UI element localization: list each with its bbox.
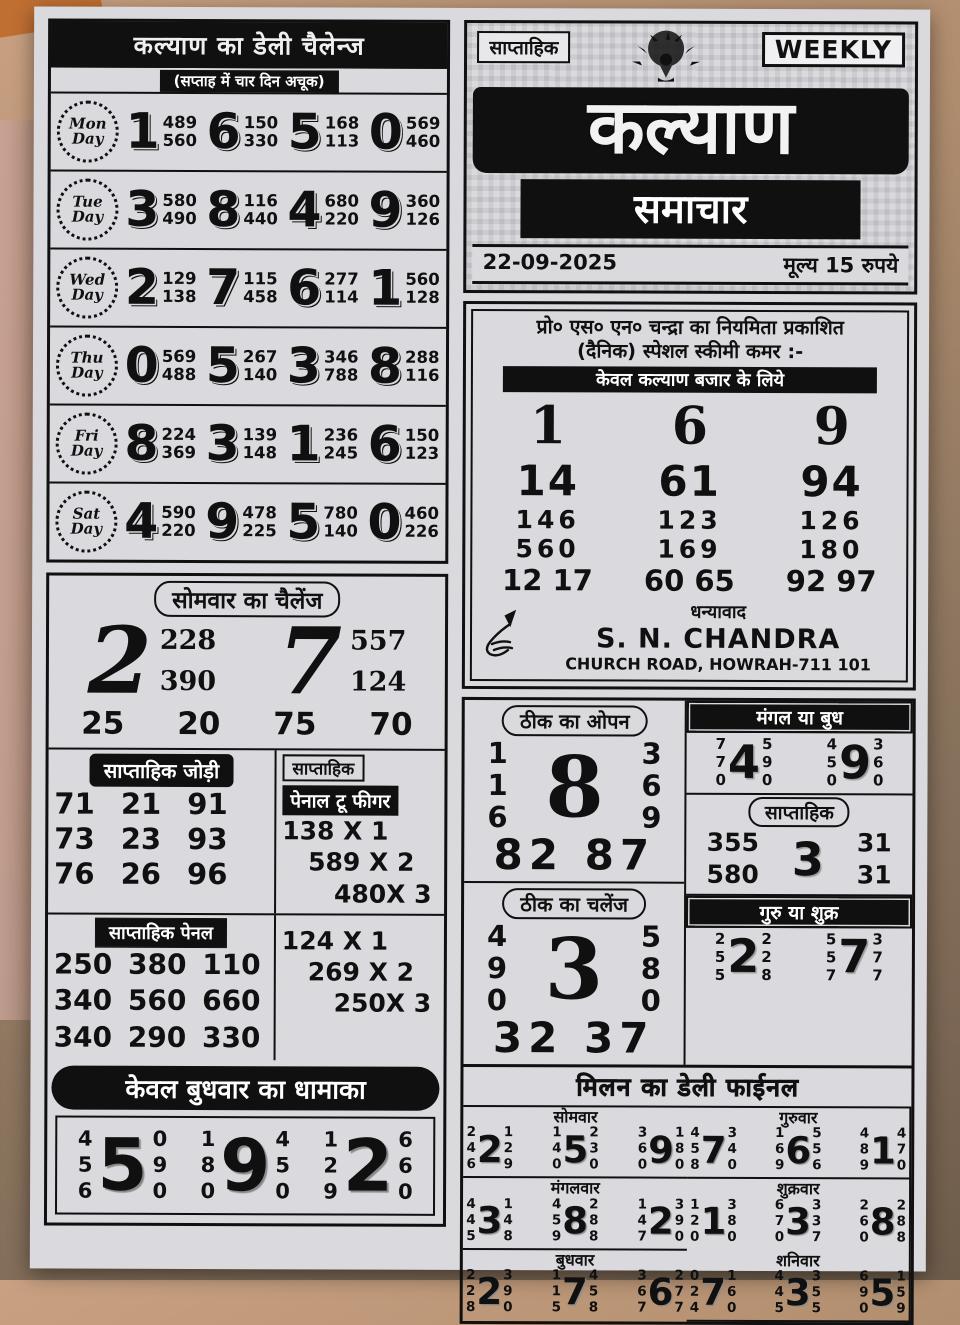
right-stack: 2 8 8 bbox=[588, 1196, 599, 1244]
thik-open-panel bbox=[464, 700, 684, 883]
midweek-column bbox=[685, 701, 912, 1065]
panel-two-figure-title: पेनाल टू फीगर bbox=[282, 785, 398, 815]
big-digit: 8 bbox=[367, 337, 403, 395]
digit-group bbox=[715, 930, 772, 984]
digit-group bbox=[202, 492, 279, 551]
daily-rows bbox=[49, 91, 447, 560]
big-digit: 4 bbox=[124, 492, 159, 550]
big-digit: 2 bbox=[476, 1270, 503, 1314]
digit-group bbox=[638, 1126, 685, 1174]
side-numbers: 236 245 bbox=[323, 424, 359, 463]
side-numbers: 168 113 bbox=[324, 112, 360, 151]
digit-group bbox=[77, 1122, 168, 1207]
day-seal: Tue Day bbox=[56, 179, 118, 241]
weekly-mid-panel bbox=[686, 795, 912, 896]
digit-group bbox=[365, 259, 442, 317]
right-stack: 3 6 0 bbox=[872, 735, 884, 790]
big-digit: 7 bbox=[277, 607, 343, 716]
left-stack: 2 4 6 bbox=[466, 1124, 477, 1173]
digit-group bbox=[122, 414, 199, 472]
panel-two-figure-rows: 138 X 1 589 X 2 480X 3 bbox=[282, 816, 432, 909]
right-stack: 3 5 5 bbox=[811, 1268, 822, 1317]
digit-group bbox=[204, 102, 281, 161]
side-numbers: 569 488 bbox=[161, 346, 197, 385]
weekly-mid-body bbox=[690, 827, 908, 890]
digit-group bbox=[826, 930, 883, 984]
digit-group bbox=[715, 735, 772, 789]
digit-group bbox=[203, 336, 280, 395]
right-stack: 2 8 8 bbox=[896, 1197, 907, 1246]
publisher-name: S. N. CHANDRA bbox=[595, 623, 841, 656]
side-numbers: 288 116 bbox=[404, 347, 440, 385]
big-digit: 8 bbox=[206, 180, 241, 239]
big-digit: 3 bbox=[125, 180, 160, 238]
right-stack: 5 9 0 bbox=[761, 735, 773, 790]
big-digit: 3 bbox=[286, 337, 322, 395]
left-stack: 3 6 0 bbox=[637, 1124, 648, 1173]
monday-challenge-title: सोमवार का चैलेंज bbox=[154, 581, 340, 618]
digit-group bbox=[466, 1268, 513, 1316]
milan-day-groups bbox=[690, 1197, 906, 1246]
right-stack: 6 6 0 bbox=[397, 1127, 413, 1205]
milan-day-cell bbox=[463, 1107, 687, 1179]
big-digit: 9 bbox=[220, 1122, 271, 1208]
panel-two-figure bbox=[274, 750, 445, 913]
digit-group bbox=[122, 180, 199, 238]
left-stack: 3 6 7 bbox=[637, 1267, 647, 1316]
digit-group bbox=[637, 1197, 684, 1245]
digit-group bbox=[203, 180, 280, 239]
big-digit: 2 bbox=[647, 1199, 674, 1243]
digit-group bbox=[859, 1269, 906, 1317]
left-stack: 4 5 0 bbox=[826, 735, 838, 790]
milan-day-groups bbox=[466, 1125, 684, 1174]
left-stack: 2 5 5 bbox=[714, 929, 726, 984]
weekly-hindi-badge: साप्ताहिक bbox=[477, 31, 570, 63]
thanks-text: धन्यावाद bbox=[690, 602, 747, 624]
thik-column bbox=[464, 700, 687, 1064]
milan-day-name: मंगलवार bbox=[550, 1178, 600, 1198]
big-digit: 3 bbox=[544, 919, 604, 1019]
milan-banner: मिलन का डेली फाईनल bbox=[464, 1064, 912, 1109]
right-stack: 5 5 6 bbox=[812, 1125, 822, 1174]
big-digit: 5 bbox=[562, 1127, 589, 1171]
weekly-mid-title: साप्ताहिक bbox=[749, 797, 850, 827]
milan-day-cell bbox=[687, 1108, 911, 1180]
scheme-row5: 12 17 60 65 92 97 bbox=[501, 563, 877, 599]
left-stack: 4 5 9 bbox=[551, 1195, 562, 1244]
left-stack: 1 2 0 bbox=[690, 1196, 700, 1245]
side-numbers: 224 369 bbox=[161, 424, 197, 463]
big-digit: 6 bbox=[785, 1128, 812, 1172]
big-digit: 8 bbox=[545, 736, 604, 837]
big-digit: 4 bbox=[287, 181, 322, 239]
day-seal: Wed Day bbox=[56, 257, 118, 319]
masthead-title: कल्याण bbox=[473, 87, 909, 174]
side-numbers: 150 330 bbox=[243, 112, 279, 151]
thik-open-title: ठीक का ओपन bbox=[502, 706, 648, 738]
left-stack: 4 4 5 bbox=[774, 1268, 785, 1317]
digit-group bbox=[365, 415, 442, 473]
side-numbers: 460 226 bbox=[404, 503, 440, 541]
day-seal: Mon Day bbox=[57, 101, 119, 163]
day-seal: Thu Day bbox=[56, 335, 118, 397]
left-stack: 2 6 0 bbox=[859, 1197, 869, 1245]
digit-group bbox=[123, 102, 200, 160]
right-stack: 1 4 8 bbox=[503, 1195, 513, 1244]
side-numbers: 489 560 bbox=[162, 112, 198, 151]
side-numbers: 346 788 bbox=[323, 346, 359, 385]
digit-group bbox=[690, 1197, 737, 1245]
guru-shukra-groups bbox=[686, 928, 912, 989]
digit-group bbox=[552, 1268, 599, 1316]
digit-group bbox=[277, 607, 407, 716]
milan-day-name: शनिवार bbox=[776, 1250, 820, 1270]
digit-group bbox=[859, 1198, 906, 1246]
digit-group bbox=[121, 492, 198, 550]
big-digit: 7 bbox=[700, 1128, 727, 1172]
publisher-block bbox=[534, 600, 902, 675]
digit-group bbox=[860, 1127, 907, 1175]
scheme-row4: 560 169 180 bbox=[515, 534, 864, 565]
left-stack: 6 7 0 bbox=[774, 1196, 785, 1245]
big-digit: 2 bbox=[124, 258, 160, 316]
scheme-row3: 146 123 126 bbox=[515, 505, 864, 536]
milan-day-groups bbox=[466, 1197, 684, 1246]
right-stack: 3 9 0 bbox=[503, 1267, 513, 1316]
digit-group bbox=[690, 1126, 737, 1174]
monday-challenge-section bbox=[44, 572, 449, 1226]
side-numbers: 150 123 bbox=[404, 425, 440, 463]
big-digit: 1 bbox=[700, 1199, 727, 1243]
wednesday-blast-banner: केवल बुधवार का धामाका bbox=[51, 1065, 439, 1110]
digit-group bbox=[365, 493, 442, 551]
side-numbers: 277 114 bbox=[324, 268, 359, 307]
left-stack: 0 2 4 bbox=[689, 1267, 700, 1316]
big-digit: 0 bbox=[367, 493, 402, 551]
left-stack: 2 2 8 bbox=[465, 1267, 476, 1315]
wednesday-blast-box bbox=[55, 1115, 436, 1215]
digit-group bbox=[284, 337, 361, 395]
side-numbers: 115 458 bbox=[243, 268, 278, 307]
digit-group bbox=[203, 414, 280, 473]
digit-group bbox=[284, 415, 361, 473]
big-digit: 2 bbox=[87, 607, 152, 716]
big-digit: 0 bbox=[124, 336, 159, 394]
big-digit: 3 bbox=[476, 1198, 503, 1243]
side-numbers: 267 140 bbox=[242, 346, 278, 385]
thik-open-pair: 82 87 bbox=[493, 830, 656, 880]
digit-group bbox=[285, 103, 362, 161]
left-stack: 355 580 bbox=[706, 828, 759, 889]
digit-group bbox=[323, 1123, 413, 1208]
side-numbers: 557 124 bbox=[349, 625, 407, 698]
digit-group bbox=[203, 258, 280, 317]
guru-shukra-title: गुरु या शुक्र bbox=[686, 896, 912, 929]
weekly-english-badge: WEEKLY bbox=[762, 32, 905, 67]
weekly-jodi-header bbox=[54, 754, 268, 788]
left-stack: 1 8 0 bbox=[200, 1126, 216, 1204]
newspaper-page bbox=[30, 6, 930, 1317]
price-label: मूल्य 15 रुपये bbox=[783, 252, 899, 278]
scheme-signature bbox=[476, 599, 902, 674]
digit-group bbox=[366, 181, 443, 239]
weekly-jodi-rows: 71 21 91 73 23 93 76 26 96 bbox=[54, 786, 228, 891]
day-row bbox=[49, 481, 446, 560]
big-digit: 1 bbox=[125, 102, 160, 160]
big-digit: 6 bbox=[647, 1270, 674, 1315]
big-digit: 5 bbox=[205, 336, 240, 395]
left-stack: 1 2 9 bbox=[323, 1127, 339, 1204]
thik-challenge-header bbox=[468, 886, 680, 922]
milan-day-cell bbox=[463, 1249, 687, 1321]
mangal-budh-groups bbox=[686, 733, 912, 796]
day-row bbox=[50, 247, 447, 326]
day-row bbox=[50, 403, 447, 482]
left-stack: 7 7 0 bbox=[715, 735, 727, 790]
big-digit: 1 bbox=[869, 1128, 896, 1173]
digit-group bbox=[284, 259, 361, 317]
left-stack: 4 9 0 bbox=[486, 919, 508, 1017]
side-numbers: 569 460 bbox=[405, 113, 441, 151]
side-numbers: 680 220 bbox=[324, 190, 360, 229]
digit-group bbox=[283, 493, 360, 551]
weekly-jodi-panel bbox=[48, 749, 274, 913]
milan-day-name: गुरुवार bbox=[779, 1107, 818, 1127]
big-digit: 7 bbox=[838, 929, 871, 984]
side-numbers: 360 126 bbox=[405, 191, 441, 229]
side-numbers: 560 128 bbox=[405, 269, 440, 307]
digit-group bbox=[775, 1126, 822, 1174]
big-digit: 7 bbox=[562, 1270, 588, 1314]
digit-group bbox=[285, 181, 362, 239]
weekly-panel-figures bbox=[273, 915, 444, 1061]
digit-group bbox=[637, 1269, 684, 1317]
big-digit: 9 bbox=[368, 181, 403, 239]
writing-hand-icon bbox=[476, 610, 534, 662]
right-stack: 3 6 9 bbox=[641, 737, 662, 835]
right-stack: 3 8 0 bbox=[727, 1196, 737, 1245]
big-digit: 0 bbox=[368, 103, 403, 161]
side-numbers: 590 220 bbox=[161, 502, 196, 541]
big-digit: 5 bbox=[287, 103, 322, 161]
digit-group bbox=[200, 1122, 291, 1208]
big-digit: 2 bbox=[476, 1127, 503, 1171]
thik-challenge-panel bbox=[464, 883, 684, 1064]
scheme-subheading: केवल कल्याण बजार के लिये bbox=[503, 367, 878, 394]
milan-day-name: बुधवार bbox=[555, 1249, 595, 1269]
right-stack: 31 31 bbox=[856, 828, 892, 890]
scheme-section bbox=[462, 301, 917, 691]
weekly-jodi-figure-grid bbox=[48, 747, 445, 913]
big-digit: 1 bbox=[368, 259, 403, 317]
side-numbers: 116 440 bbox=[243, 190, 278, 229]
digit-group bbox=[365, 337, 442, 395]
right-stack: 1 8 0 bbox=[674, 1125, 685, 1173]
scheme-inner bbox=[470, 309, 909, 683]
digit-group bbox=[366, 103, 443, 161]
scheme-row2: 14 61 94 bbox=[516, 456, 863, 507]
weekly-panel-title: साप्ताहिक पेनल bbox=[96, 918, 226, 946]
left-stack: 6 9 0 bbox=[859, 1268, 869, 1317]
issue-date: 22-09-2025 bbox=[482, 249, 617, 275]
daily-challenge-section bbox=[46, 18, 450, 563]
right-stack: 1 2 9 bbox=[503, 1124, 514, 1173]
milan-day-groups bbox=[690, 1269, 906, 1318]
right-stack: 2 2 8 bbox=[761, 929, 772, 984]
day-seal: Fri Day bbox=[56, 413, 118, 475]
milan-day-cell bbox=[463, 1178, 687, 1250]
thik-open-header bbox=[469, 703, 681, 739]
masthead bbox=[464, 20, 919, 294]
digit-group bbox=[826, 736, 883, 790]
scheme-heading: प्रो० एस० एन० चन्द्रा का नियमिता प्रकाशित (दैनिक) स्पेशल स्कीमी कमर :- bbox=[536, 314, 844, 364]
day-seal: Sat Day bbox=[55, 491, 117, 553]
right-stack: 1 5 9 bbox=[896, 1268, 906, 1317]
big-digit: 8 bbox=[562, 1199, 589, 1243]
big-digit: 9 bbox=[648, 1128, 675, 1172]
monday-digits bbox=[49, 607, 446, 716]
right-stack: 4 5 8 bbox=[588, 1267, 599, 1316]
thik-challenge-title: ठीक का चलेंज bbox=[502, 888, 646, 920]
big-digit: 9 bbox=[838, 734, 872, 790]
monday-bottom-row: 25 20 75 70 bbox=[81, 705, 413, 743]
left-stack: 1 4 0 bbox=[552, 1124, 562, 1173]
side-numbers: 478 225 bbox=[242, 502, 277, 541]
digit-group bbox=[122, 336, 199, 394]
digit-group bbox=[775, 1198, 822, 1246]
side-numbers: 129 138 bbox=[162, 268, 197, 307]
thik-challenge-body bbox=[468, 921, 680, 1017]
right-stack: 0 9 0 bbox=[152, 1126, 168, 1204]
big-digit: 5 bbox=[286, 493, 321, 551]
big-digit: 5 bbox=[869, 1271, 896, 1315]
weekly-jodi-title: साप्ताहिक जोड़ी bbox=[90, 754, 234, 788]
big-digit: 3 bbox=[205, 414, 240, 473]
big-digit: 8 bbox=[124, 414, 159, 472]
side-numbers: 228 390 bbox=[159, 624, 217, 697]
thik-challenge-pair: 32 37 bbox=[492, 1012, 655, 1063]
right-stack: 3 4 0 bbox=[727, 1125, 738, 1174]
side-numbers: 139 148 bbox=[242, 424, 278, 463]
big-digit: 8 bbox=[869, 1200, 896, 1244]
side-numbers: 580 490 bbox=[162, 190, 197, 229]
right-stack: 5 8 0 bbox=[640, 919, 662, 1018]
big-digit: 3 bbox=[791, 831, 824, 886]
milan-day-name: शुक्रवार bbox=[776, 1179, 820, 1199]
left-stack: 4 8 9 bbox=[859, 1125, 870, 1174]
milan-day-cell bbox=[687, 1179, 911, 1251]
right-stack: 3 3 7 bbox=[811, 1196, 822, 1245]
weekly-tag: साप्ताहिक bbox=[282, 754, 364, 781]
digit-group bbox=[774, 1269, 821, 1317]
masthead-top bbox=[473, 29, 909, 87]
big-digit: 1 bbox=[286, 415, 321, 473]
big-digit: 7 bbox=[205, 258, 241, 317]
weekly-panel-rows: 250 380 110 340 560 660 340 290 330 bbox=[53, 947, 261, 1054]
left-stack: 4 4 5 bbox=[466, 1195, 476, 1244]
right-stack: 2 3 0 bbox=[589, 1124, 599, 1173]
milan-day-grid bbox=[463, 1107, 911, 1323]
digit-group bbox=[552, 1126, 599, 1174]
big-digit: 6 bbox=[206, 102, 241, 161]
milan-day-groups bbox=[690, 1126, 906, 1175]
weekly-panel-figure-rows: 124 X 1 269 X 2 250X 3 bbox=[281, 926, 432, 1019]
left-stack: 5 5 7 bbox=[825, 930, 837, 985]
daily-challenge-subtitle: (सप्ताह में चार दिन अचूक) bbox=[51, 69, 447, 92]
masthead-dateline bbox=[473, 244, 909, 286]
left-stack: 4 5 8 bbox=[690, 1125, 700, 1173]
left-stack: 4 5 6 bbox=[77, 1126, 93, 1204]
right-stack: 4 7 0 bbox=[896, 1125, 907, 1174]
side-numbers: 780 140 bbox=[323, 502, 358, 541]
milan-day-name: सोमवार bbox=[553, 1107, 598, 1127]
right-stack: 3 9 0 bbox=[674, 1196, 685, 1245]
left-stack: 1 1 6 bbox=[487, 736, 508, 835]
big-digit: 7 bbox=[700, 1271, 727, 1315]
digit-group bbox=[466, 1125, 513, 1173]
thik-open-body bbox=[469, 736, 681, 837]
big-digit: 9 bbox=[205, 492, 240, 551]
left-stack: 1 1 5 bbox=[551, 1267, 562, 1316]
day-row bbox=[50, 325, 447, 404]
right-stack: 4 5 0 bbox=[275, 1127, 291, 1204]
right-stack: 1 6 0 bbox=[726, 1267, 737, 1316]
big-digit: 4 bbox=[727, 734, 761, 789]
masthead-subtitle: समाचार bbox=[521, 179, 861, 239]
right-lower-section bbox=[460, 697, 916, 1325]
left-stack: 1 4 7 bbox=[637, 1196, 648, 1245]
digit-group bbox=[87, 607, 217, 716]
mangal-budh-title: मंगल या बुध bbox=[687, 701, 913, 734]
big-digit: 3 bbox=[784, 1271, 811, 1315]
big-digit: 6 bbox=[287, 259, 322, 317]
publisher-address: CHURCH ROAD, HOWRAH-711 101 bbox=[565, 654, 871, 675]
weekly-panel bbox=[48, 914, 274, 1060]
daily-challenge-title: कल्याण का डेली चैलेन्ज bbox=[51, 21, 447, 68]
left-stack: 1 6 9 bbox=[774, 1125, 785, 1174]
right-stack: 2 7 7 bbox=[674, 1267, 684, 1316]
digit-group bbox=[690, 1269, 737, 1317]
big-digit: 5 bbox=[97, 1122, 148, 1207]
milan-day-cell bbox=[687, 1250, 911, 1322]
day-row bbox=[51, 91, 448, 170]
table-edge bbox=[0, 120, 34, 1020]
big-digit: 2 bbox=[727, 929, 760, 984]
big-digit: 2 bbox=[342, 1123, 394, 1208]
digit-group bbox=[466, 1197, 513, 1245]
day-row bbox=[50, 169, 447, 248]
scheme-row1: 1 6 9 bbox=[529, 395, 850, 458]
digit-group bbox=[552, 1197, 599, 1245]
weekly-panel-header bbox=[54, 918, 268, 947]
weekly-panel-grid bbox=[48, 912, 445, 1061]
peacock-icon bbox=[630, 32, 702, 84]
milan-day-groups bbox=[466, 1268, 684, 1317]
big-digit: 6 bbox=[367, 415, 402, 473]
right-stack: 3 7 7 bbox=[872, 930, 883, 985]
digit-group bbox=[122, 258, 199, 316]
big-digit: 3 bbox=[785, 1200, 811, 1244]
